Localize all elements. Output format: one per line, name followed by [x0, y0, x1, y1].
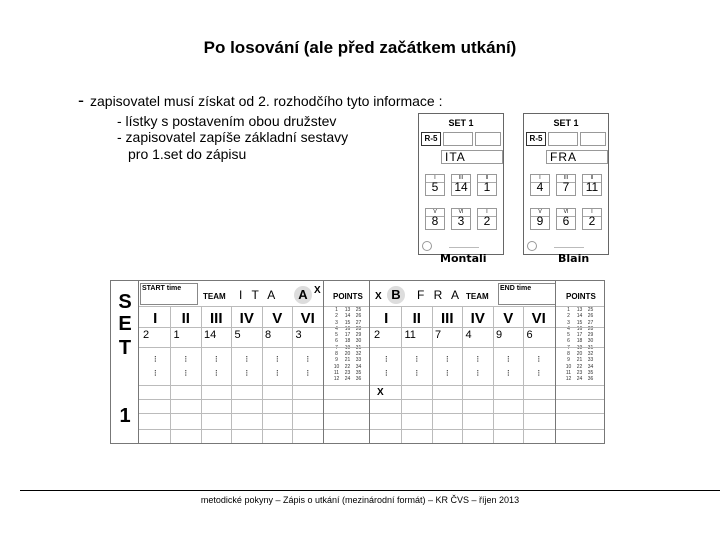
- set-number: 1: [119, 405, 131, 427]
- slip-info-box: [548, 132, 578, 146]
- rotation-header: II: [412, 310, 421, 327]
- lineup-value: 6: [526, 329, 533, 341]
- rotation-header: I: [153, 310, 158, 327]
- lineup-value: 11: [404, 329, 416, 341]
- team-name-left: I T A: [239, 288, 279, 302]
- lineup-value: 8: [265, 329, 272, 341]
- points-grid-left: 1 13 25 2 14 26 3 15 27 4 16 28 5 17 29 6 18 30 7 19 31 8 20 32 9 21 33 10 22 34 11 23 35 12 24 36: [333, 307, 362, 383]
- set-letter: S: [118, 291, 132, 313]
- lineup-value: 2: [374, 329, 381, 341]
- slip-position-cell: I 4: [530, 174, 550, 196]
- lineup-value: 4: [465, 329, 472, 341]
- slip-signature-ita: Montali: [440, 252, 487, 265]
- footer-rule: [20, 490, 720, 491]
- lineup-value: 7: [435, 329, 442, 341]
- grid-line: [139, 399, 605, 400]
- grid-line: [262, 306, 263, 444]
- grid-line: [231, 306, 232, 444]
- rotation-header: V: [503, 310, 514, 327]
- points-grid-right: 1 13 25 2 14 26 3 15 27 4 16 28 5 17 29 6 18 30 7 19 31 8 20 32 9 21 33 10 22 34 11 23 35 12 24 36: [565, 307, 594, 383]
- slip-position-cell: I 5: [425, 174, 445, 196]
- lineup-slip-ita: [418, 113, 504, 255]
- set-letter: E: [118, 313, 132, 335]
- slip-position-cell: V 8: [425, 208, 445, 230]
- main-bullet: [78, 90, 443, 111]
- lineup-value: 5: [234, 329, 241, 341]
- slip-position-cell: VI 3: [451, 208, 471, 230]
- slip-team: ITA: [441, 150, 503, 164]
- slip-position-cell: II 11: [582, 174, 602, 196]
- slip-info-box: [580, 132, 606, 146]
- serve-mark-right: X: [375, 291, 382, 302]
- slip-position-cell: I 2: [582, 208, 602, 230]
- team-letter-b: B: [387, 286, 405, 304]
- team-label-left: TEAM: [203, 292, 226, 301]
- points-label-right: POINTS: [566, 292, 596, 301]
- slip-position-cell: I 2: [477, 208, 497, 230]
- grid-line: [323, 281, 324, 444]
- grid-line: [493, 306, 494, 444]
- rotation-header: IV: [470, 310, 485, 327]
- sub-bullet-2: - zapisovatel zapíše základní sestavy: [117, 129, 349, 145]
- slip-sign-line: [554, 247, 584, 248]
- rotation-header: VI: [300, 310, 315, 327]
- sub-bullet-1: - lístky s postavením obou družstev: [117, 113, 337, 129]
- slip-position-cell: II 1: [477, 174, 497, 196]
- slip-set-label: SET 1: [553, 118, 579, 128]
- substitution-dots-right: ⁝ ⁝ ⁝ ⁝ ⁝ ⁝: [384, 368, 541, 378]
- grid-line: [139, 347, 605, 348]
- grid-line: [432, 306, 433, 444]
- grid-line: [292, 306, 293, 444]
- bullet-dash: -: [78, 90, 84, 110]
- slip-position-cell: III 7: [556, 174, 576, 196]
- grid-line: [369, 281, 370, 444]
- rotation-header: III: [440, 310, 454, 327]
- slip-team: FRA: [546, 150, 608, 164]
- team-name-right: F R A: [417, 288, 463, 302]
- slip-position-cell: VI 6: [556, 208, 576, 230]
- footer-text: metodické pokyny – Zápis o utkání (mezinárodní formát) – KR ČVS – říjen 2013: [200, 495, 520, 505]
- slip-info-box: [475, 132, 501, 146]
- grid-line: [201, 306, 202, 444]
- substitution-dots-right: ⁝ ⁝ ⁝ ⁝ ⁝ ⁝: [384, 354, 541, 364]
- lineup-value: 1: [173, 329, 180, 341]
- points-label-left: POINTS: [333, 292, 363, 301]
- rotation-header: V: [272, 310, 283, 327]
- grid-line: [462, 306, 463, 444]
- slip-foot-circle: [527, 241, 537, 251]
- rotation-header: II: [181, 310, 190, 327]
- score-sheet: [110, 280, 605, 444]
- slip-logo: R-5: [421, 132, 441, 146]
- team-label-right: TEAM: [466, 292, 489, 301]
- grid-line: [139, 385, 605, 386]
- start-time-box: START time: [140, 283, 198, 305]
- lineup-value: 9: [496, 329, 503, 341]
- slide-title: Po losování (ale před začátkem utkání): [203, 38, 517, 57]
- lineup-slip-fra: [523, 113, 609, 255]
- rotation-header: VI: [531, 310, 546, 327]
- team-letter-a: A: [294, 286, 312, 304]
- grid-line: [139, 413, 605, 414]
- rotation-header: IV: [239, 310, 254, 327]
- serve-mark-left: X: [314, 285, 321, 296]
- grid-line: [401, 306, 402, 444]
- slip-sign-line: [449, 247, 479, 248]
- set-letter: T: [118, 337, 132, 359]
- lineup-value: 2: [143, 329, 150, 341]
- substitution-dots-left: ⁝ ⁝ ⁝ ⁝ ⁝ ⁝: [153, 354, 310, 364]
- rotation-header: I: [384, 310, 389, 327]
- sub-bullet-3: pro 1.set do zápisu: [128, 146, 247, 162]
- lineup-value: 14: [204, 329, 217, 341]
- slip-position-cell: V 9: [530, 208, 550, 230]
- slip-info-box: [443, 132, 473, 146]
- slip-set-label: SET 1: [448, 118, 474, 128]
- slip-signature-fra: Blain: [558, 252, 590, 265]
- grid-line: [139, 429, 605, 430]
- slip-foot-circle: [422, 241, 432, 251]
- grid-line: [139, 327, 605, 328]
- rotation-header: III: [209, 310, 223, 327]
- grid-line: [523, 306, 524, 444]
- grid-line: [139, 306, 605, 307]
- grid-line: [170, 306, 171, 444]
- set-column: [111, 281, 139, 443]
- slip-logo: R-5: [526, 132, 546, 146]
- serve-mark-lower: X: [377, 387, 384, 398]
- main-bullet-text: zapisovatel musí získat od 2. rozhodčího tyto informace :: [90, 93, 443, 109]
- lineup-value: 3: [295, 329, 302, 341]
- slip-position-cell: III 14: [451, 174, 471, 196]
- end-time-box: END time: [498, 283, 556, 305]
- substitution-dots-left: ⁝ ⁝ ⁝ ⁝ ⁝ ⁝: [153, 368, 310, 378]
- grid-line: [555, 281, 556, 444]
